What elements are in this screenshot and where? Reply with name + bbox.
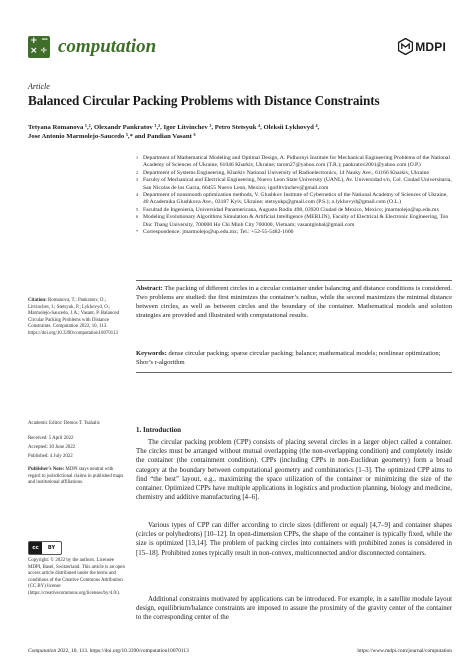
by-icon: BY	[47, 545, 56, 551]
affiliation-item: 3 Faculty of Mechanical and Electrical Engineering, Nuevo Leon State University (UANL), Av. Universidad s/n, Col. Ciudad Universitaria, San Nicolas de los Garza, 66455 Nuevo Leon, Mexico; igorlitvinchev@gmail.com	[136, 177, 452, 191]
abstract-text: The packing of different circles in a circular container under balancing and distance conditions is considered. Two problems are studied: the first minimizes the container’s radius, while the second maximizes the minimal distance between circles, as well as between circles and the boundary of the container. Mathematical models and solution strategies are provided and illustrated with computational results.	[136, 285, 452, 320]
received-date: Received: 5 April 2022	[28, 436, 74, 441]
affiliation-item: 4 Department of nonsmooth optimization methods, V. Glushkov Institute of Cybernetics of the National Academy of Sciences of Ukraine, 40 Academika Glushkova Ave., 03187 Kyiv, Ukraine; stetsyukp@gmail.com (P.S.); o.lykhovyd@gmail.com (O.L.)	[136, 192, 448, 206]
logo-plus-symbol: +	[30, 36, 38, 46]
publisher-note-label: Publisher’s Note:	[28, 467, 65, 472]
cc-by-license-badge[interactable]	[28, 541, 62, 555]
keywords	[136, 349, 452, 367]
copyright-notice: Copyright: © 2022 by the authors. Licensee MDPI, Basel, Switzerland. This article is an open access article distributed under the terms and conditions of the Creative Commons Attribution (CC BY) license (https://creativecommons.org/licenses/by/4.0/).	[28, 558, 125, 596]
author-line: Jose Antonio Marmolejo-Saucedo ⁵,* and Pandian Vasant ⁶	[28, 133, 196, 140]
mdpi-hexagon-icon	[398, 38, 413, 55]
citation-text[interactable]: Romanova, T.; Pankratov, O.; Litvinchev, I.; Stetsyuk, P.; Lykhovyd, O.; Marmolejo-Saucedo, J.A.; Vasant, P. Balanced Circular Packing Problems with Distance Constraints. Computation 2022, 10, 113. https://doi.org/10.3390/computation10070113	[28, 298, 120, 336]
correspondence-note: * Correspondence: jmarmolejo@up.edu.mx; Tel.: +52-55-5482-1600	[136, 229, 294, 236]
footer-doi-link[interactable]: 2022, 10, 113. https://doi.org/10.3390/computation10070113	[57, 648, 189, 654]
logo-divide-symbol: ÷	[40, 46, 48, 56]
publisher-name: MDPI	[415, 39, 446, 54]
publisher-note	[28, 467, 126, 487]
accepted-date: Accepted: 30 June 2022	[28, 445, 76, 450]
footer-journal-url[interactable]: https://www.mdpi.com/journal/computation	[357, 648, 452, 654]
affiliation-item: 1 Department of Mathematical Modeling and Optimal Design, A. Pidhornyi Institute for Mechanical Engineering Problems of the National Academy of Sciences of Ukraine, 61046 Kharkiv, Ukraine; tarom27@yahoo.com (T.R.); pankratov2001@yahoo.com (O.P.)	[136, 155, 450, 169]
citation-block	[28, 298, 126, 338]
abstract	[136, 284, 452, 320]
published-date: Published: 4 July 2022	[28, 454, 73, 459]
affiliation-item: 2 Department of Systems Engineering, Kharkiv National University of Radioelectronics, 14 Nauky Ave., 61166 Kharkiv, Ukraine	[136, 169, 429, 176]
body-paragraph: Various types of CPP can differ according to circle sizes (different or equal) [4,7–9] and container shapes (circles or polyhedrons) [10–12]. In open-dimension CPPs, the shape of the container is typically fixed, while the size is optimized [13,14]. The problem of packing circles into containers with prohibited zones is considered in [15–18]. Prohibited zones typically result in non-convex, multiconnected and/or disconnected containers.	[136, 522, 452, 557]
keywords-label: Keywords:	[136, 350, 167, 357]
author-list	[28, 123, 448, 141]
footer-journal-name: Computation	[28, 648, 57, 654]
keywords-text: dense circular packing; sparse circular packing; balance; mathematical models; nonlinear optimization; Shor’s r-algorithm	[136, 350, 441, 367]
abstract-label: Abstract:	[136, 285, 163, 292]
paper-title: Balanced Circular Packing Problems with Distance Constraints	[28, 93, 380, 108]
affiliation-list	[136, 155, 452, 236]
section-heading: 1. Introduction	[136, 426, 181, 434]
affiliation-item: 6 Modeling Evolutionary Algorithms Simulation & Artificial Intelligence (MERLIN), Faculty of Electrical & Electronic Engineering, Ton Duc Thang University, 700000 Ho Chi Minh City 700000, Vietnam; vasantglobal@gmail.com	[136, 214, 449, 228]
author-line: Tetyana Romanova ¹,², Olexandr Pankratov ¹,², Igor Litvinchev ³, Petro Stetsyuk ⁴, Oleksii Lykhovyd ⁴,	[28, 124, 320, 131]
cc-icon: cc	[29, 542, 42, 554]
affiliation-item: 5 Facultad de Ingeniería, Universidad Panamericana, Augusto Rodin 498, 03920 Ciudad de Mexico, Mexico; jmarmolejo@up.edu.mx	[136, 206, 440, 213]
publisher-note-text: MDPI stays neutral with regard to jurisdictional claims in published maps and institutional affiliations.	[28, 467, 124, 486]
body-paragraph: The circular packing problem (CPP) consists of placing several circles in a larger object called a container. The circles must be arranged without mutual overlapping (the non-overlapping condition) and completely inside the container (the containment condition). CPPs (including CPPs in non-Euclidean geometry) form a broad category at the boundary between computational geometry and combinatorics [1–3]. The optimized CPP aims to find “the best” layout, e.g., maximizing the space utilization of the container or minimizing the size of the container. Optimized CPPs have multiple applications in logistics and production planning, biology and medicine, chemistry and additive manufacturing [4–6].	[136, 439, 452, 502]
journal-title: computation	[58, 36, 157, 57]
journal-logo-icon	[28, 36, 50, 58]
footer-citation	[28, 648, 189, 654]
citation-label: Citation:	[28, 298, 47, 303]
body-paragraph: Additional constraints motivated by applications can be introduced. For example, in a satellite module layout design, equilibrium/balance constraints are imposed to assure the proximity of the gravity center of the container to the corresponding center of the	[136, 596, 452, 622]
keywords-bottom-rule	[136, 372, 452, 373]
abstract-top-rule	[136, 280, 452, 281]
logo-minus-symbol: −	[41, 35, 49, 45]
article-type: Article	[28, 82, 50, 91]
publisher-logo	[398, 38, 446, 55]
academic-editor: Academic Editor: Demos T. Tsahalis	[28, 421, 100, 426]
logo-times-symbol: ×	[30, 46, 38, 56]
